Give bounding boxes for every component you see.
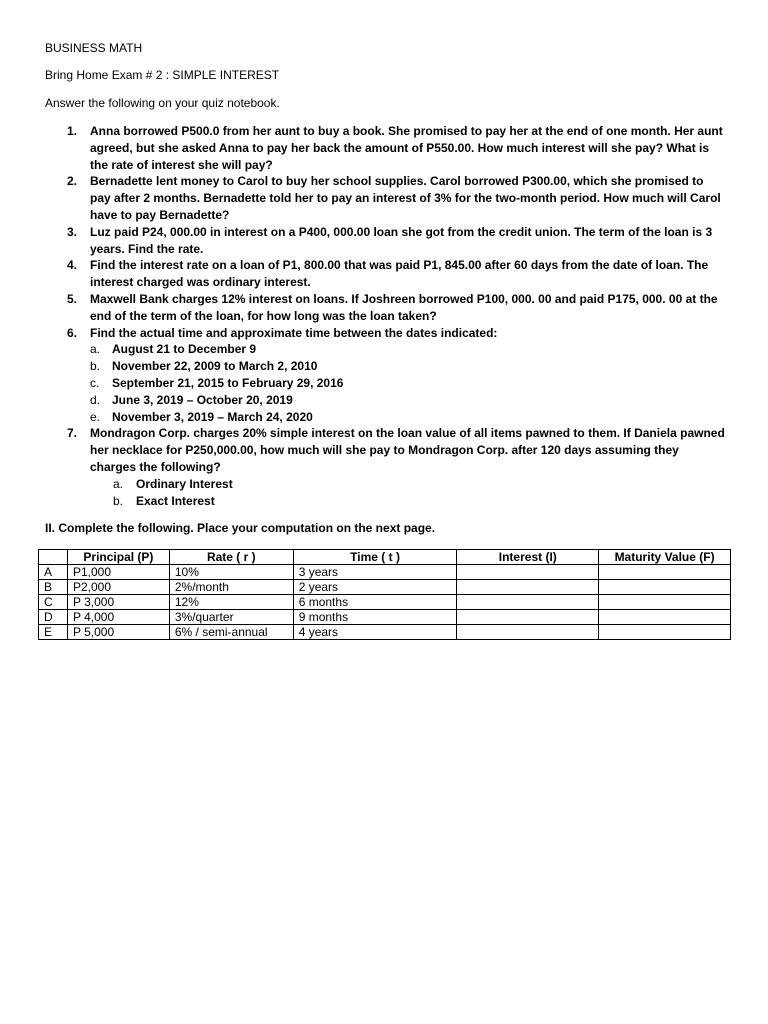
sub-question-text: November 3, 2019 – March 24, 2020 xyxy=(112,409,313,424)
table-row xyxy=(39,625,731,640)
question-item xyxy=(45,173,725,223)
sub-question xyxy=(90,392,725,409)
question-item xyxy=(45,257,725,291)
sub-question-letter: c. xyxy=(90,375,100,390)
course-title: BUSINESS MATH xyxy=(45,41,143,55)
row-label: D xyxy=(39,610,68,625)
maturity-value-cell xyxy=(599,565,731,580)
time-cell: 6 months xyxy=(293,595,457,610)
interest-cell xyxy=(457,625,599,640)
question-item xyxy=(45,224,725,258)
part-two-instruction: II. Complete the following. Place your computation on the next page. xyxy=(45,521,436,535)
sub-question xyxy=(90,476,725,493)
sub-question-text: Ordinary Interest xyxy=(136,476,233,491)
question-item xyxy=(45,123,725,173)
question-item xyxy=(45,291,725,325)
sub-question-list xyxy=(90,476,725,510)
table-row xyxy=(39,565,731,580)
sub-question xyxy=(90,409,725,426)
question-text: Find the interest rate on a loan of P1, 800.00 that was paid P1, 845.00 after 60 days from the date of loan. The interest charged was ordinary interest. xyxy=(90,258,709,290)
question-list xyxy=(45,123,725,509)
column-header: Maturity Value (F) xyxy=(599,550,731,565)
principal-cell: P2,000 xyxy=(67,580,169,595)
sub-question xyxy=(90,341,725,358)
column-header: Interest (I) xyxy=(457,550,599,565)
simple-interest-table xyxy=(38,549,731,640)
sub-question-letter: b. xyxy=(90,359,101,374)
sub-question-letter: b. xyxy=(113,493,124,508)
sub-question-list xyxy=(90,341,725,425)
sub-question-letter: e. xyxy=(90,409,101,424)
principal-cell: P 3,000 xyxy=(67,595,169,610)
question-number: 3. xyxy=(67,224,78,239)
question-item xyxy=(45,325,725,426)
question-number: 7. xyxy=(67,426,78,441)
time-cell: 4 years xyxy=(293,625,457,640)
column-header: Time ( t ) xyxy=(293,550,457,565)
maturity-value-cell xyxy=(599,595,731,610)
question-text: Bernadette lent money to Carol to buy her school supplies. Carol borrowed P300.00, which she promised to pay after 2 months. Bernadette told her to pay an interest of 3% for the two-month period. How much will Carol have to pay Bernadette? xyxy=(90,174,721,222)
question-text: Find the actual time and approximate time between the dates indicated: xyxy=(90,325,498,340)
column-header: Rate ( r ) xyxy=(169,550,293,565)
sub-question-text: September 21, 2015 to February 29, 2016 xyxy=(112,375,344,390)
question-text: Luz paid P24, 000.00 in interest on a P400, 000.00 loan she got from the credit union. The term of the loan is 3 years. Find the rate. xyxy=(90,224,713,256)
rate-cell: 10% xyxy=(169,565,293,580)
column-header xyxy=(39,550,68,565)
question-number: 1. xyxy=(67,124,78,138)
question-item xyxy=(45,425,725,509)
row-label: A xyxy=(39,565,68,580)
table-row xyxy=(39,595,731,610)
question-text: Maxwell Bank charges 12% interest on loans. If Joshreen borrowed P100, 000. 00 and paid P175, 000. 00 at the end of the term of the loan, for how long was the loan taken? xyxy=(90,291,718,323)
principal-cell: P 5,000 xyxy=(67,625,169,640)
table-row xyxy=(39,610,731,625)
sub-question-letter: d. xyxy=(90,392,101,407)
rate-cell: 6% / semi-annual xyxy=(169,625,293,640)
time-cell: 2 years xyxy=(293,580,457,595)
principal-cell: P 4,000 xyxy=(67,610,169,625)
question-number: 4. xyxy=(67,258,78,273)
maturity-value-cell xyxy=(599,580,731,595)
exam-title: Bring Home Exam # 2 : SIMPLE INTEREST xyxy=(45,68,280,82)
row-label: C xyxy=(39,595,68,610)
interest-cell xyxy=(457,580,599,595)
row-label: E xyxy=(39,625,68,640)
rate-cell: 12% xyxy=(169,595,293,610)
rate-cell: 3%/quarter xyxy=(169,610,293,625)
sub-question xyxy=(90,493,725,510)
interest-cell xyxy=(457,565,599,580)
sub-question xyxy=(90,375,725,392)
table-header-row xyxy=(39,550,731,565)
question-text: Anna borrowed P500.0 from her aunt to buy a book. She promised to pay her at the end of one month. Her aunt agreed, but she asked Anna to pay her back the amount of P550.00. How much interest will she pay? What is the rate of interest she will pay? xyxy=(90,124,723,172)
row-label: B xyxy=(39,580,68,595)
column-header: Principal (P) xyxy=(67,550,169,565)
sub-question-text: June 3, 2019 – October 20, 2019 xyxy=(112,392,293,407)
rate-cell: 2%/month xyxy=(169,580,293,595)
maturity-value-cell xyxy=(599,625,731,640)
time-cell: 9 months xyxy=(293,610,457,625)
instruction: Answer the following on your quiz notebook. xyxy=(45,96,280,110)
question-text: Mondragon Corp. charges 20% simple interest on the loan value of all items pawned to them. If Daniela pawned her necklace for P250,000.00, how much will she pay to Mondragon Corp. after 120 days assuming they charges the following? xyxy=(90,426,725,474)
sub-question-letter: a. xyxy=(113,476,124,491)
interest-cell xyxy=(457,610,599,625)
sub-question-letter: a. xyxy=(90,342,101,357)
table-row xyxy=(39,580,731,595)
sub-question-text: Exact Interest xyxy=(136,493,215,508)
question-number: 6. xyxy=(67,325,78,340)
question-number: 5. xyxy=(67,291,78,306)
sub-question-text: November 22, 2009 to March 2, 2010 xyxy=(112,359,318,374)
principal-cell: P1,000 xyxy=(67,565,169,580)
interest-cell xyxy=(457,595,599,610)
time-cell: 3 years xyxy=(293,565,457,580)
maturity-value-cell xyxy=(599,610,731,625)
sub-question xyxy=(90,358,725,375)
sub-question-text: August 21 to December 9 xyxy=(112,342,257,357)
question-number: 2. xyxy=(67,174,78,189)
